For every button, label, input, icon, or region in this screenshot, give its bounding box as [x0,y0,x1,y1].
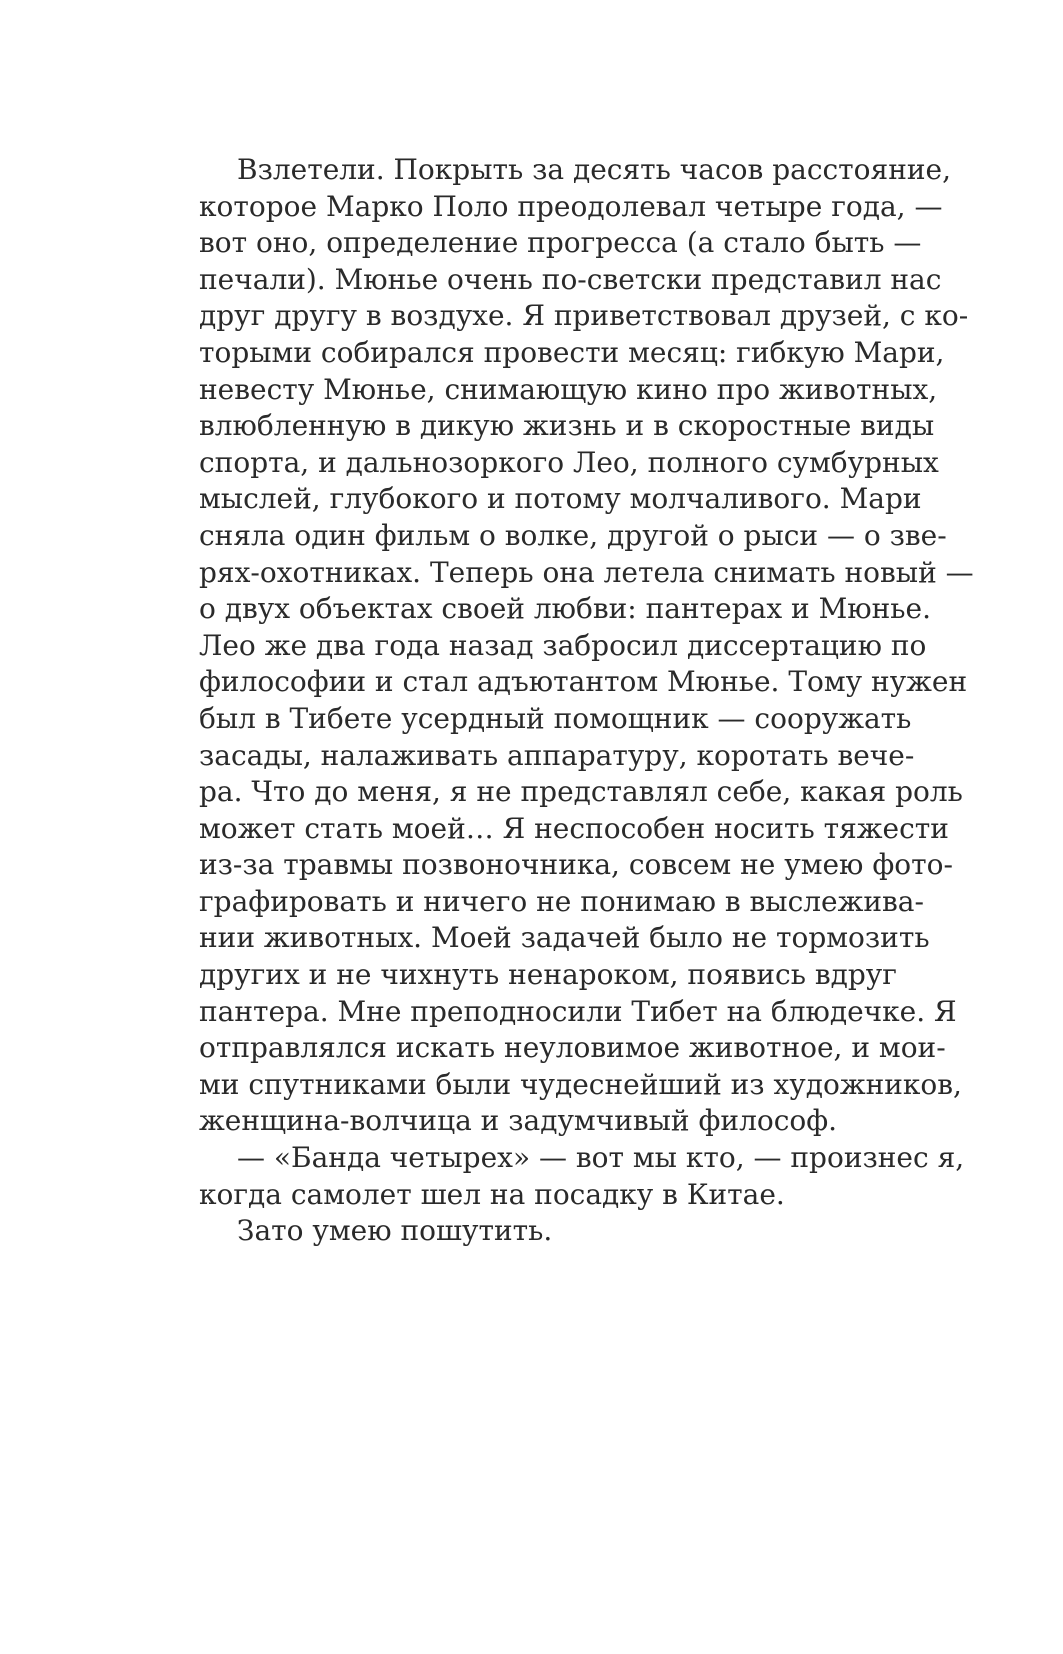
text-line: мыслей, глубокого и потому молчаливого. Мари [199,482,922,516]
text-line: ра. Что до меня, я не представлял себе, какая роль [199,775,963,809]
text-line: может стать моей… Я неспособен носить тяжести [199,811,949,845]
text-line: Взлетели. Покрыть за десять часов расстояние, [237,153,951,186]
text-line: сняла один фильм о волке, другой о рыси — о зве- [199,518,947,552]
text-line: рях-охотниках. Теперь она летела снимать новый — [199,555,974,589]
text-line: — «Банда четырех» — вот мы кто, — произнес я, [237,1141,965,1175]
text-line: ми спутниками были чудеснейший из художников, [199,1067,962,1101]
text-line: влюбленную в дикую жизнь и в скоростные виды [199,409,935,443]
text-line: других и не чихнуть ненароком, появись вдруг [199,958,897,992]
text-line: отправлялся искать неуловимое животное, и мои- [199,1031,946,1065]
text-line: женщина-волчица и задумчивый философ. [199,1104,838,1138]
text-line: Зато умею пошутить. [237,1214,553,1248]
paragraph [199,1213,883,1250]
text-line: друг другу в воздухе. Я приветствовал друзей, с ко- [199,299,969,333]
paragraph [199,1140,965,1213]
text-line: невесту Мюнье, снимающую кино про животных, [199,372,938,406]
text-line: которое Марко Поло преодолевал четыре года, — [199,189,943,223]
text-line: вот оно, определение прогресса (а стало быть — [199,226,922,260]
text-line: из-за травмы позвоночника, совсем не умею фото- [199,848,953,882]
text-line: был в Тибете усердный помощник — сооружать [199,701,912,735]
paragraph [199,152,974,1140]
text-line: философии и стал адъютантом Мюнье. Тому нужен [199,665,968,699]
text-line: Лео же два года назад забросил диссертацию по [199,628,927,662]
text-line: графировать и ничего не понимаю в выслежива- [199,884,924,918]
text-line: пантера. Мне преподносили Тибет на блюдечке. Я [199,994,957,1028]
text-line: спорта, и дальнозоркого Лео, полного сумбурных [199,445,939,479]
text-line: торыми собирался провести месяц: гибкую Мари, [199,335,945,369]
text-line: нии животных. Моей задачей было не тормозить [199,921,930,955]
text-line: печали). Мюнье очень по-светски представил нас [199,262,942,296]
text-line: когда самолет шел на посадку в Китае. [199,1177,785,1211]
body-text [199,152,974,1250]
text-line: засады, налаживать аппаратуру, коротать вече- [199,738,915,772]
text-line: о двух объектах своей любви: пантерах и Мюнье. [199,592,931,626]
